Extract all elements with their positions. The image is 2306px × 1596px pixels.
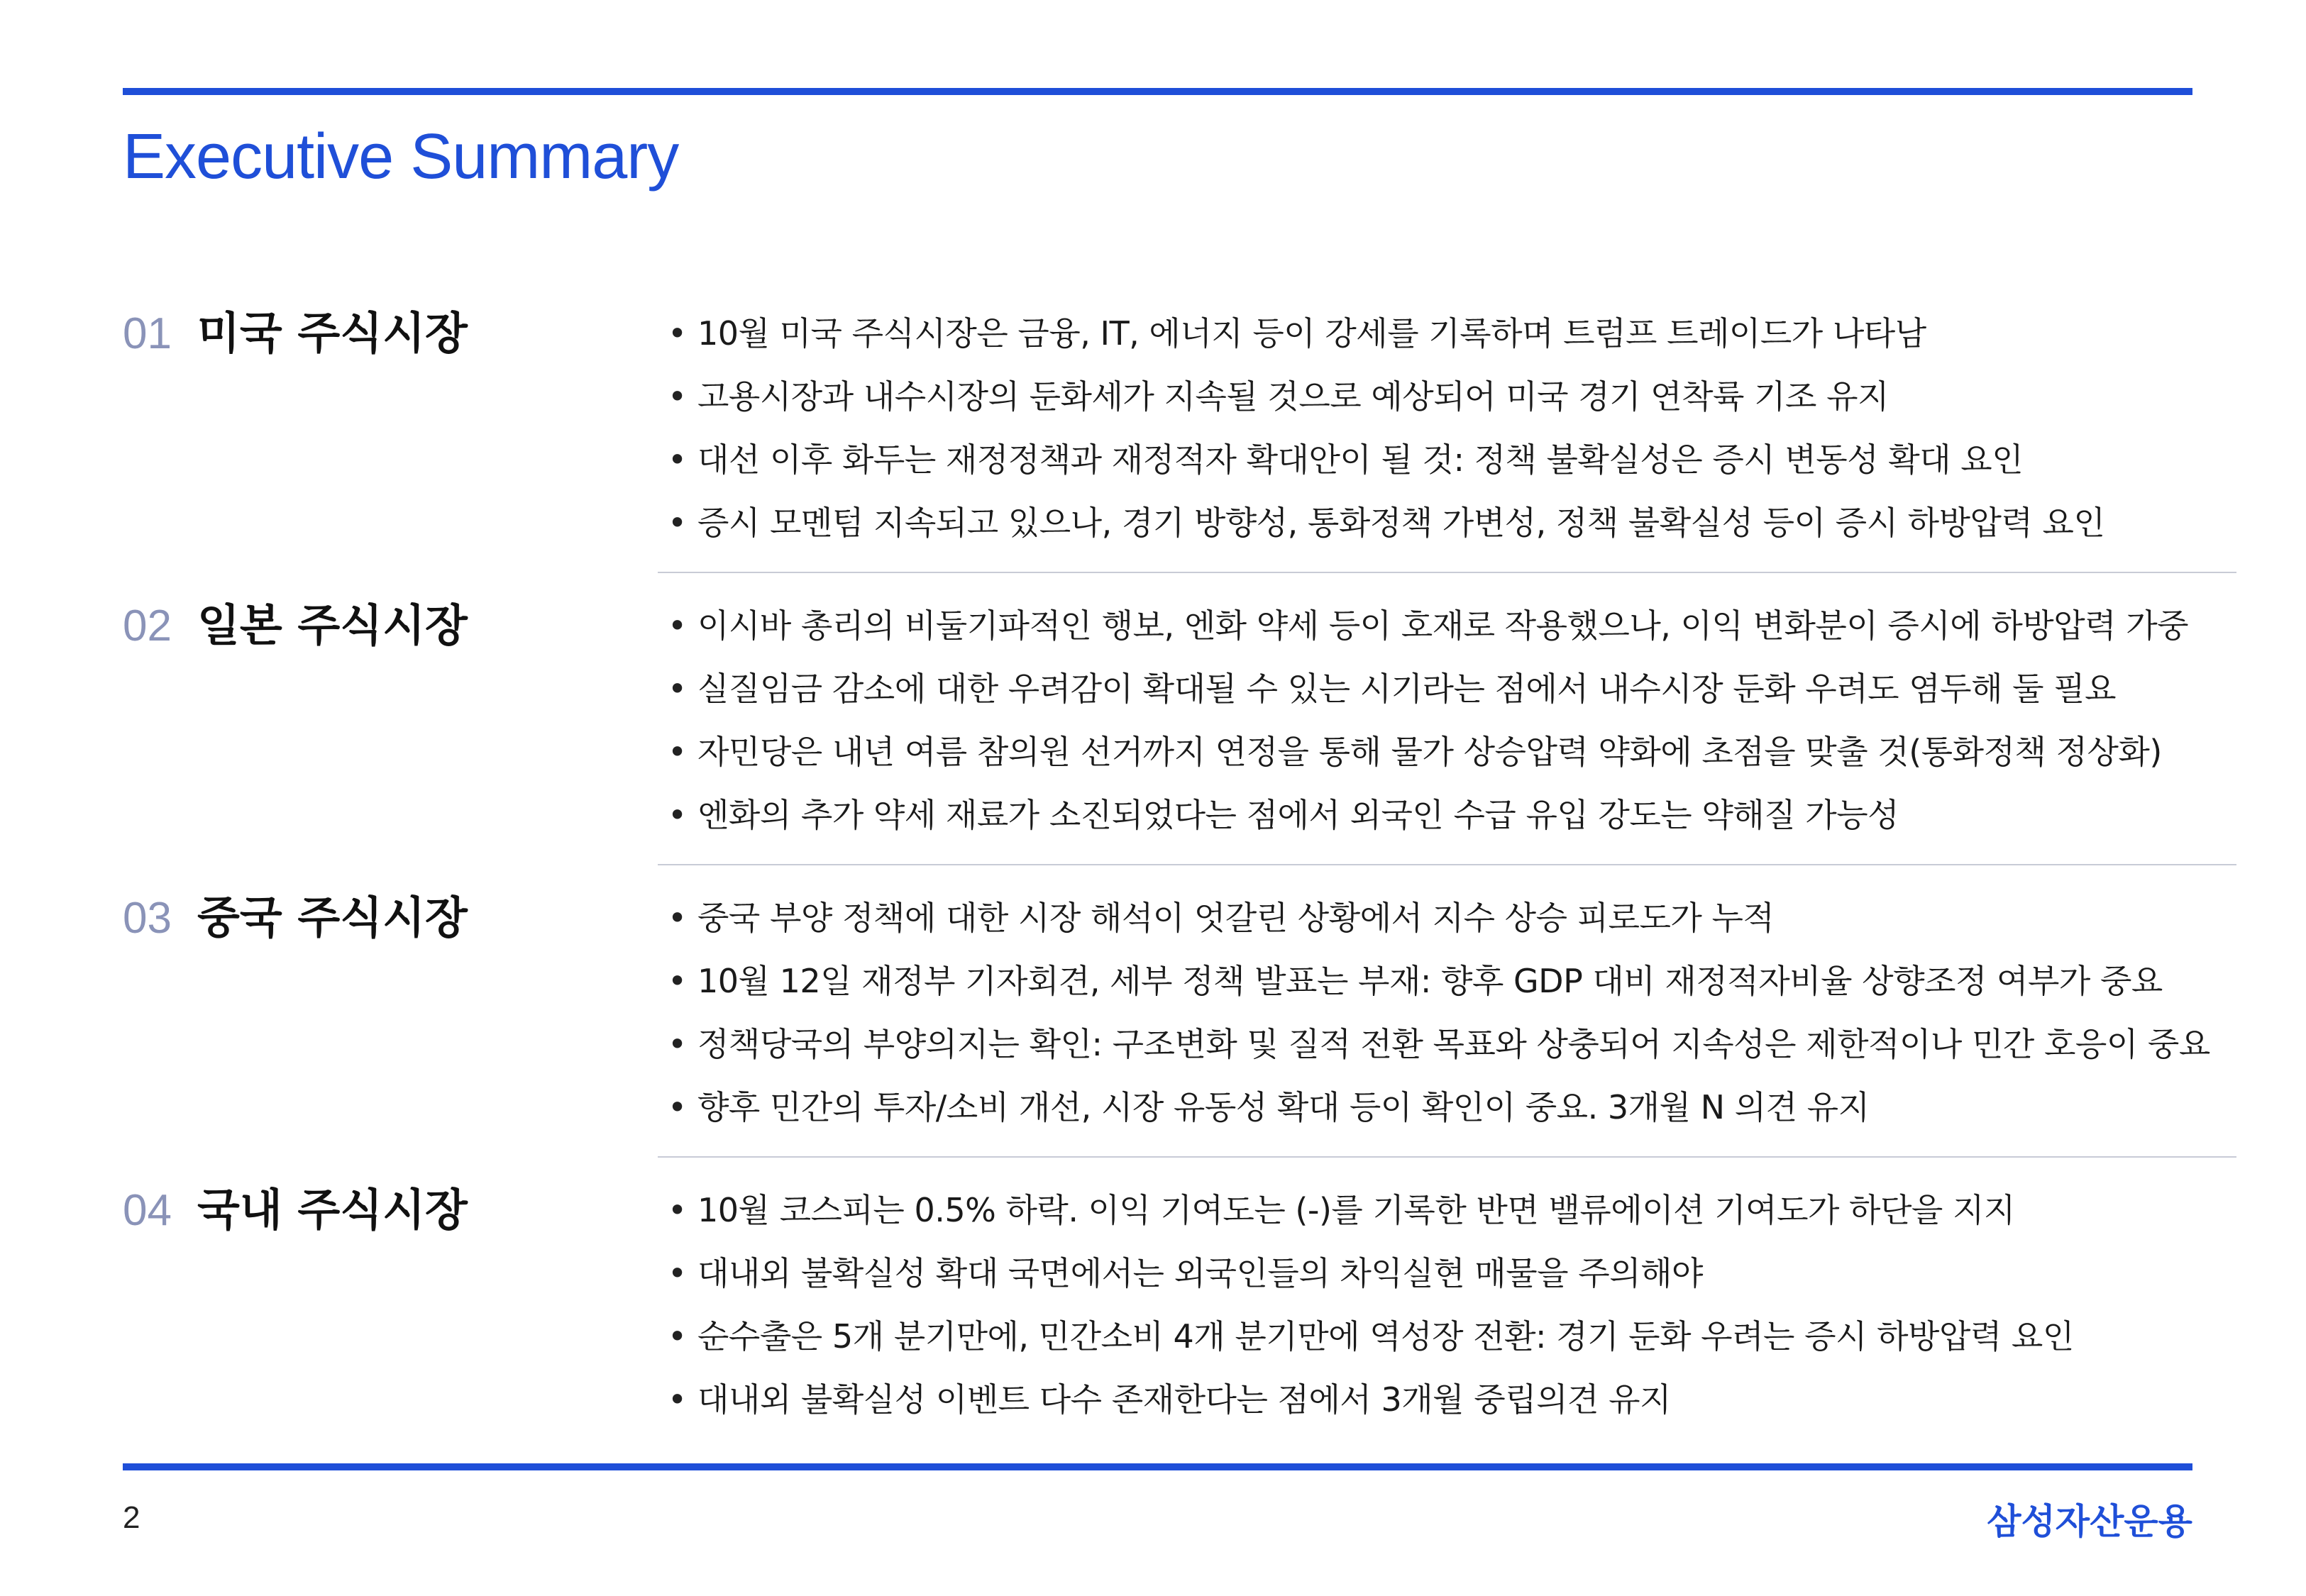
bullet-list — [662, 302, 2104, 555]
section-label — [123, 1175, 468, 1238]
bullet-item: • 대내외 불확실성 확대 국면에서는 외국인들의 차익실현 매물을 주의해야 — [662, 1242, 2074, 1305]
section-number: 03 — [123, 894, 172, 943]
page-number: 2 — [123, 1500, 140, 1535]
bullet-item: • 대내외 불확실성 이벤트 다수 존재한다는 점에서 3개월 중립의견 유지 — [662, 1368, 2074, 1431]
bullet-item: • 고용시장과 내수시장의 둔화세가 지속될 것으로 예상되어 미국 경기 연착륙 기조 유지 — [662, 365, 2104, 428]
page-title: Executive Summary — [123, 121, 679, 192]
section-label — [123, 298, 468, 361]
bullet-item: • 순수출은 5개 분기만에, 민간소비 4개 분기만에 역성장 전환: 경기 둔화 우려는 증시 하방압력 요인 — [662, 1305, 2074, 1368]
section-title: 미국 주식시장 — [197, 307, 468, 359]
section-divider — [658, 1156, 2236, 1158]
bullet-list — [662, 887, 2210, 1139]
section-number: 04 — [123, 1186, 172, 1235]
bullet-item: • 실질임금 감소에 대한 우려감이 확대될 수 있는 시기라는 점에서 내수시장 둔화 우려도 염두해 둘 필요 — [662, 658, 2188, 721]
section-title: 국내 주식시장 — [197, 1184, 468, 1236]
bullet-list — [662, 594, 2188, 847]
bullet-list — [662, 1179, 2074, 1431]
bottom-rule — [123, 1463, 2192, 1470]
section-label — [123, 882, 468, 946]
section-divider — [658, 864, 2236, 865]
section-title: 일본 주식시장 — [197, 599, 468, 651]
bullet-item: • 이시바 총리의 비둘기파적인 행보, 엔화 약세 등이 호재로 작용했으나, 이익 변화분이 증시에 하방압력 가중 — [662, 594, 2188, 658]
section-number: 02 — [123, 602, 172, 650]
bullet-item: • 대선 이후 화두는 재정정책과 재정적자 확대안이 될 것: 정책 불확실성은 증시 변동성 확대 요인 — [662, 428, 2104, 492]
section-divider — [658, 572, 2236, 573]
bullet-item: • 10월 코스피는 0.5% 하락. 이익 기여도는 (-)를 기록한 반면 밸류에이션 기여도가 하단을 지지 — [662, 1179, 2074, 1242]
section-title: 중국 주식시장 — [197, 892, 468, 943]
bullet-item: • 10월 12일 재정부 기자회견, 세부 정책 발표는 부재: 향후 GDP 대비 재정적자비율 상향조정 여부가 중요 — [662, 950, 2210, 1013]
bullet-item: • 엔화의 추가 약세 재료가 소진되었다는 점에서 외국인 수급 유입 강도는 약해질 가능성 — [662, 784, 2188, 847]
bullet-item: • 정책당국의 부양의지는 확인: 구조변화 및 질적 전환 목표와 상충되어 지속성은 제한적이나 민간 호응이 중요 — [662, 1013, 2210, 1076]
bullet-item: • 10월 미국 주식시장은 금융, IT, 에너지 등이 강세를 기록하며 트럼프 트레이드가 나타남 — [662, 302, 2104, 365]
bullet-item: • 향후 민간의 투자/소비 개선, 시장 유동성 확대 등이 확인이 중요. 3개월 N 의견 유지 — [662, 1076, 2210, 1139]
section-number: 01 — [123, 309, 172, 358]
bullet-item: • 증시 모멘텀 지속되고 있으나, 경기 방향성, 통화정책 가변성, 정책 불확실성 등이 증시 하방압력 요인 — [662, 492, 2104, 555]
section-label — [123, 590, 468, 653]
bullet-item: • 중국 부양 정책에 대한 시장 해석이 엇갈린 상황에서 지수 상승 피로도가 누적 — [662, 887, 2210, 950]
bullet-item: • 자민당은 내년 여름 참의원 선거까지 연정을 통해 물가 상승압력 약화에 초점을 맞출 것(통화정책 정상화) — [662, 721, 2188, 784]
brand-logo-text: 삼성자산운용 — [1987, 1501, 2192, 1542]
top-rule — [123, 88, 2192, 95]
